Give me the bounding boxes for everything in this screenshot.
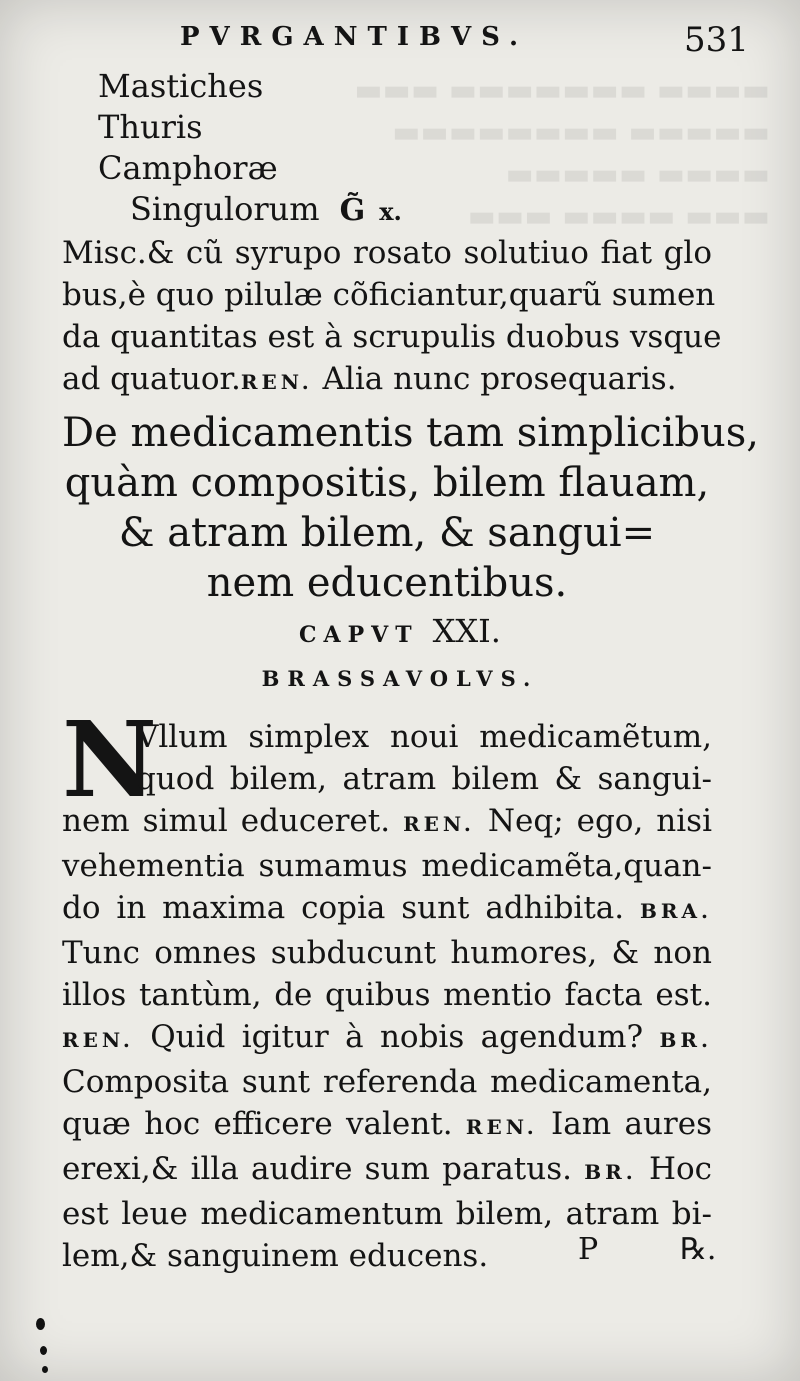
- text-line: bus,è quo pilulæ cõficiantur,quarũ sumen: [62, 277, 716, 313]
- speaker-label: BR.: [584, 1160, 637, 1184]
- ink-spot: [42, 1366, 48, 1373]
- chapter-heading: [62, 408, 759, 608]
- ink-spot: [36, 1318, 45, 1330]
- heading-line: De medicamentis tam simplicibus,: [62, 410, 759, 456]
- text-line: [62, 1016, 712, 1061]
- page-number: 531: [684, 20, 749, 60]
- catchword: ℞.: [680, 1232, 717, 1267]
- signature-mark: P: [578, 1232, 599, 1267]
- text-line: da quantitas est à scrupulis duobus vsque: [62, 319, 722, 355]
- ingredient-item: Thuris: [98, 108, 203, 146]
- caput-number: XXI.: [432, 612, 501, 650]
- ink-spot: [40, 1346, 47, 1355]
- heading-line: & atram bilem, & sangui=: [118, 510, 656, 556]
- dose-amount: x.: [379, 197, 402, 226]
- ounce-symbol: G̃: [339, 193, 366, 228]
- heading-line: nem educentibus.: [206, 560, 568, 606]
- caput-label: CAPVT: [299, 622, 419, 648]
- text-line: lem,& sanguinem educens.: [62, 1238, 489, 1274]
- text-fragment: Neq; ego, nisi: [487, 803, 712, 839]
- speaker-label: REN.: [465, 1115, 538, 1139]
- text-fragment: quæ hoc efficere valent.: [62, 1106, 453, 1142]
- heading-line: quàm compositis, bilem flauam,: [64, 460, 710, 506]
- speaker-label: REN.: [403, 812, 475, 836]
- text-fragment: Hoc: [648, 1151, 712, 1187]
- text-line: [62, 1148, 712, 1193]
- text-line: Vllum simplex noui medicamẽtum,: [136, 719, 712, 755]
- ingredient-item: Mastiches: [98, 67, 264, 105]
- text-fragment: do in maxima copia sunt adhibita.: [62, 890, 625, 926]
- text-fragment: nem simul educeret.: [62, 803, 391, 839]
- text-fragment: erexi,& illa audire sum paratus.: [62, 1151, 572, 1187]
- text-line: vehementia sumamus medicamẽta,quan-: [62, 848, 712, 884]
- text-fragment: ad quatuor.: [62, 361, 241, 397]
- speaker-heading: BRASSAVOLVS.: [261, 666, 539, 691]
- bleed-through-text: ▬▬▬▬ ▬▬▬▬▬▬▬ ▬▬▬ ▬▬▬▬▬ ▬▬▬▬▬▬▬▬ ▬▬▬▬ ▬▬▬▬▬ ▬▬▬ ▬▬▬▬ ▬▬▬: [354, 73, 770, 234]
- chapter-number: [0, 612, 800, 650]
- dialogue-opening: [136, 716, 712, 800]
- ingredient-item: Camphoræ: [98, 149, 278, 187]
- dose-line: [98, 189, 402, 232]
- ingredient-list: [98, 66, 402, 232]
- running-title: PVRGANTIBVS.: [180, 22, 529, 52]
- speaker-label: BR.: [659, 1028, 712, 1052]
- text-line: [62, 887, 712, 932]
- speaker-label: REN.: [240, 370, 313, 394]
- text-line: Tunc omnes subducunt humores, & non: [62, 935, 712, 971]
- text-line: [62, 1103, 712, 1148]
- text-line: est leue medicamentum bilem, atram bi-: [62, 1196, 712, 1232]
- dialogue-paragraph: [62, 800, 712, 1277]
- recipe-paragraph: [62, 232, 722, 403]
- text-line: Composita sunt referenda medicamenta,: [62, 1064, 712, 1100]
- text-fragment: Iam aures: [551, 1106, 712, 1142]
- drop-capital: N: [62, 698, 158, 821]
- text-fragment: Alia nunc prosequaris.: [322, 361, 677, 397]
- text-line: [62, 800, 712, 845]
- text-line: illos tantùm, de quibus mentio facta est.: [62, 977, 712, 1013]
- dose-label: Singulorum: [130, 190, 320, 228]
- speaker-label: REN.: [62, 1028, 134, 1052]
- text-line: Misc.& cũ syrupo rosato solutiuo fiat glo: [62, 235, 712, 271]
- text-fragment: Quid igitur à nobis agendum?: [150, 1019, 644, 1055]
- text-line: quod bilem, atram bilem & sangui-: [136, 761, 712, 797]
- speaker-label: BRA.: [639, 899, 712, 923]
- text-line: [62, 358, 712, 403]
